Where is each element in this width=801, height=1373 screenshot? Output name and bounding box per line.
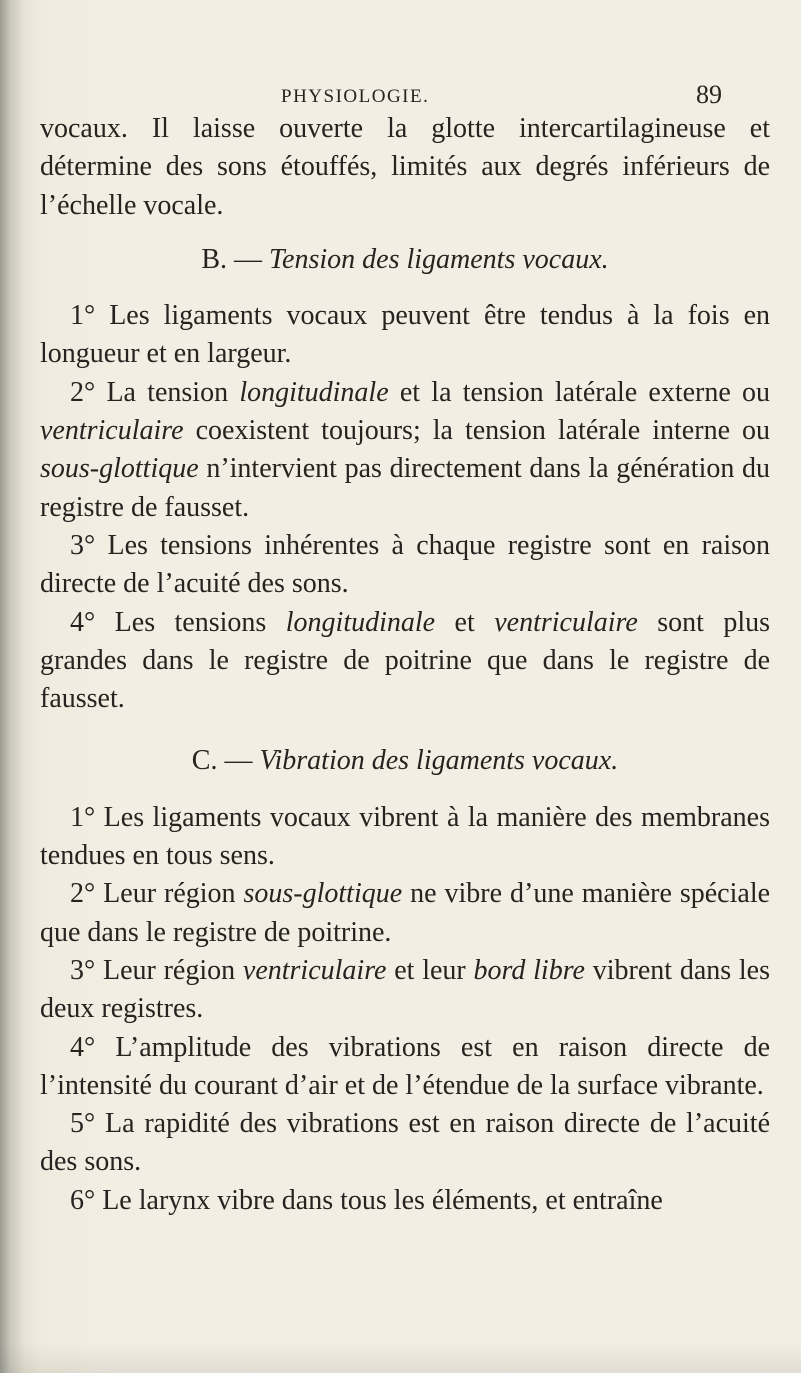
item-number: 3° <box>70 529 96 561</box>
item-text: L’amplitude des vibrations est en raison directe de l’intensité du courant d’air et de l’étendue de la surface vibrante. <box>40 1031 770 1101</box>
section-c-item-3 <box>40 952 770 1029</box>
item-text: vibrent dans les deux registres. <box>40 954 771 1025</box>
section-b-item-1 <box>40 297 770 374</box>
item-number: 4° <box>70 606 96 638</box>
item-number: 6° <box>70 1184 96 1216</box>
section-c-letter: C. — <box>191 745 253 777</box>
section-b-item-4 <box>40 604 770 719</box>
item-text-italic: longitudinale <box>239 376 389 408</box>
page-number: 89 <box>696 80 722 109</box>
body-text <box>40 110 770 1220</box>
item-text-italic: sous-glottique <box>40 453 199 485</box>
item-number: 1° <box>70 801 96 833</box>
item-text: Les ligaments vocaux peuvent être tendus à la fois en longueur et en largeur. <box>40 300 771 370</box>
section-b-heading <box>40 241 770 279</box>
section-b-item-3 <box>40 527 770 604</box>
item-number: 4° <box>70 1031 96 1063</box>
item-text: Leur région <box>103 878 236 910</box>
item-text-italic: bord libre <box>473 954 585 986</box>
item-number: 1° <box>70 300 96 332</box>
item-number: 5° <box>70 1108 96 1140</box>
section-c-item-5 <box>40 1105 770 1182</box>
item-text-italic: longitudinale <box>285 606 436 638</box>
item-text: n’intervient pas directement dans la génération du registre de fausset. <box>40 453 771 523</box>
item-text: coexistent toujours; la tension latérale interne ou <box>195 415 771 447</box>
section-b-letter: B. — <box>201 243 263 275</box>
section-c-item-4 <box>40 1029 770 1106</box>
section-b-title: Tension des ligaments vocaux. <box>269 243 609 275</box>
item-number: 3° <box>70 954 96 986</box>
section-c-item-1 <box>40 799 770 876</box>
item-text: et <box>454 606 475 638</box>
item-text-italic: ventriculaire <box>494 606 638 638</box>
item-number: 2° <box>70 878 96 910</box>
item-text: La tension <box>106 376 229 408</box>
item-text: La rapidité des vibrations est en raison directe de l’acuité des sons. <box>40 1108 771 1178</box>
item-text: sont plus grandes dans le registre de poitrine que dans le registre de fausset. <box>40 606 771 715</box>
item-text: Le larynx vibre dans tous les éléments, et entraîne <box>102 1184 663 1216</box>
item-text: et la tension latérale externe ou <box>399 376 771 408</box>
intro-paragraph: vocaux. Il laisse ouverte la glotte intercartilagineuse et détermine des sons étouffés, limités aux degrés inférieurs de l’échelle vocale. <box>40 113 770 221</box>
item-text-italic: ventriculaire <box>40 415 184 447</box>
item-text-italic: sous-glottique <box>243 878 403 910</box>
section-c-item-6 <box>40 1182 770 1220</box>
item-number: 2° <box>70 376 96 408</box>
item-text: et leur <box>394 954 466 986</box>
section-b-item-2 <box>40 374 770 527</box>
item-text-italic: ventriculaire <box>242 954 387 986</box>
item-text: Leur région <box>102 954 236 986</box>
section-c-item-2 <box>40 875 770 952</box>
section-c-title: Vibration des ligaments vocaux. <box>259 745 619 777</box>
item-text: Les tensions inhérentes à chaque registre sont en raison directe de l’acuité des sons. <box>40 529 770 600</box>
page-bottom-shadow <box>0 1343 801 1373</box>
running-head: PHYSIOLOGIE. <box>281 86 430 107</box>
section-c-heading <box>40 742 770 780</box>
item-text: Les ligaments vocaux vibrent à la manière des membranes tendues en tous sens. <box>40 801 771 872</box>
item-text: ne vibre d’une manière spéciale que dans le registre de poitrine. <box>40 878 771 948</box>
item-text: Les tensions <box>114 606 267 638</box>
